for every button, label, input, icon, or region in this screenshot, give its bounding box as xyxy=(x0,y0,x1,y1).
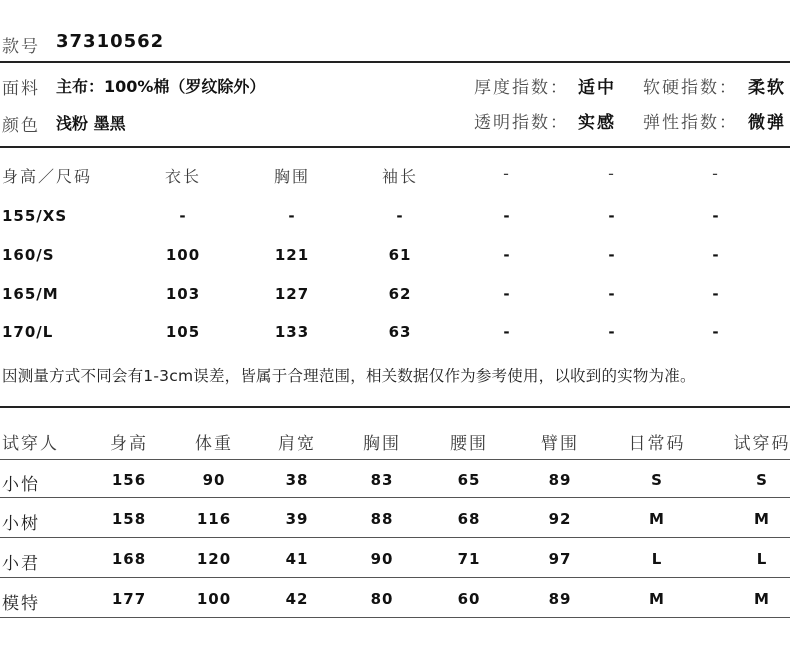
fit-table-cell: 89 xyxy=(548,590,572,608)
size-table-header: 袖长 xyxy=(381,167,419,186)
fit-table-cell: 100 xyxy=(196,590,232,608)
softness-value: 柔软 xyxy=(748,78,786,98)
fit-table-cell: 120 xyxy=(196,550,232,568)
softness-label: 软硬指数： xyxy=(643,78,738,98)
row-divider xyxy=(0,497,790,498)
divider xyxy=(0,146,790,148)
fit-table-cell: 42 xyxy=(285,590,309,608)
fit-table-cell: 177 xyxy=(111,590,147,608)
size-table-cell: 105 xyxy=(165,323,201,341)
row-divider xyxy=(0,577,790,578)
thickness-label: 厚度指数： xyxy=(474,78,569,98)
fit-table-cell: 68 xyxy=(457,510,481,528)
fit-table-header: 肩宽 xyxy=(278,434,316,454)
size-table-cell: 127 xyxy=(274,285,310,303)
divider xyxy=(0,61,790,63)
fit-table-cell: L xyxy=(756,550,768,568)
size-table-cell: 63 xyxy=(388,323,412,341)
fit-table-cell: 97 xyxy=(548,550,572,568)
fit-table-cell: 156 xyxy=(111,471,147,489)
fit-table-cell: 39 xyxy=(285,510,309,528)
fit-table-cell: 38 xyxy=(285,471,309,489)
size-table-cell: - xyxy=(396,207,404,225)
size-table-cell: 100 xyxy=(165,246,201,264)
fit-table-header: 臂围 xyxy=(541,434,579,454)
divider xyxy=(0,406,790,408)
size-table-cell: 62 xyxy=(388,285,412,303)
size-table-header: 胸围 xyxy=(273,167,311,186)
fit-table-cell: 41 xyxy=(285,550,309,568)
transparency-value: 实感 xyxy=(578,113,616,133)
fit-table-cell: 89 xyxy=(548,471,572,489)
size-table-cell: - xyxy=(608,207,616,225)
size-table-cell: - xyxy=(179,207,187,225)
size-table-row-label: 170/L xyxy=(2,323,54,341)
size-table-cell: 121 xyxy=(274,246,310,264)
size-table-cell: - xyxy=(712,207,720,225)
size-table-row-label: 155/XS xyxy=(2,207,68,225)
fit-table-cell: 168 xyxy=(111,550,147,568)
row-divider xyxy=(0,537,790,538)
size-table-header: - xyxy=(503,164,511,183)
row-divider xyxy=(0,617,790,618)
size-table-cell: 133 xyxy=(274,323,310,341)
fit-table-header: 胸围 xyxy=(363,434,401,454)
fabric-label: 面料 xyxy=(2,79,40,99)
size-table-cell: - xyxy=(608,323,616,341)
size-table-cell: - xyxy=(608,285,616,303)
fit-table-cell: 92 xyxy=(548,510,572,528)
measurement-note: 因测量方式不同会有1-3cm误差，皆属于合理范围，相关数据仅作为参考使用，以收到的实物为准。 xyxy=(2,367,696,385)
fit-table-cell: 83 xyxy=(370,471,394,489)
size-table-row-label: 160/S xyxy=(2,246,55,264)
transparency-label: 透明指数： xyxy=(474,113,569,133)
fit-table-cell: 65 xyxy=(457,471,481,489)
size-table-cell: - xyxy=(712,285,720,303)
fit-table-cell: M xyxy=(649,510,665,528)
row-divider xyxy=(0,459,790,460)
size-table-header: 身高／尺码 xyxy=(2,167,93,186)
fit-table-header: 体重 xyxy=(195,434,233,454)
fit-table-cell: S xyxy=(756,471,768,489)
size-table-header: - xyxy=(712,164,720,183)
size-table-cell: - xyxy=(608,246,616,264)
fit-table-header: 腰围 xyxy=(450,434,488,454)
elasticity-label: 弹性指数： xyxy=(643,113,738,133)
fit-table-cell: 90 xyxy=(370,550,394,568)
size-table-cell: - xyxy=(503,323,511,341)
fit-table-cell: 90 xyxy=(202,471,226,489)
fit-table-header: 试穿人 xyxy=(2,434,59,454)
fit-table-cell: 158 xyxy=(111,510,147,528)
fit-table-row-label: 小君 xyxy=(2,554,40,574)
fit-table-row-label: 模特 xyxy=(2,594,40,614)
fit-table-cell: 80 xyxy=(370,590,394,608)
fabric-value: 主布：100%棉（罗纹除外） xyxy=(56,77,266,96)
size-table-cell: - xyxy=(503,246,511,264)
thickness-value: 适中 xyxy=(578,78,616,98)
fit-table-cell: L xyxy=(651,550,663,568)
size-table-cell: - xyxy=(288,207,296,225)
style-no-value: 37310562 xyxy=(56,31,165,52)
color-value: 浅粉 墨黑 xyxy=(56,114,126,133)
fit-table-row-label: 小怡 xyxy=(2,475,40,495)
size-table-cell: 103 xyxy=(165,285,201,303)
color-label: 颜色 xyxy=(2,116,40,136)
size-table-header: - xyxy=(608,164,616,183)
size-table-cell: - xyxy=(503,285,511,303)
fit-table-header: 身高 xyxy=(110,434,148,454)
fit-table-cell: 71 xyxy=(457,550,481,568)
size-table-cell: - xyxy=(503,207,511,225)
fit-table-cell: 60 xyxy=(457,590,481,608)
fit-table-cell: S xyxy=(651,471,663,489)
size-table-header: 衣长 xyxy=(164,167,202,186)
elasticity-value: 微弹 xyxy=(748,113,786,133)
fit-table-cell: M xyxy=(754,510,770,528)
fit-table-cell: M xyxy=(649,590,665,608)
fit-table-header: 试穿码 xyxy=(733,434,790,454)
size-table-row-label: 165/M xyxy=(2,285,59,303)
fit-table-row-label: 小树 xyxy=(2,514,40,534)
size-table-cell: - xyxy=(712,323,720,341)
fit-table-cell: 88 xyxy=(370,510,394,528)
fit-table-cell: M xyxy=(754,590,770,608)
size-table-cell: 61 xyxy=(388,246,412,264)
size-table-cell: - xyxy=(712,246,720,264)
fit-table-header: 日常码 xyxy=(628,434,686,454)
style-no-label: 款号 xyxy=(2,37,40,57)
fit-table-cell: 116 xyxy=(196,510,232,528)
